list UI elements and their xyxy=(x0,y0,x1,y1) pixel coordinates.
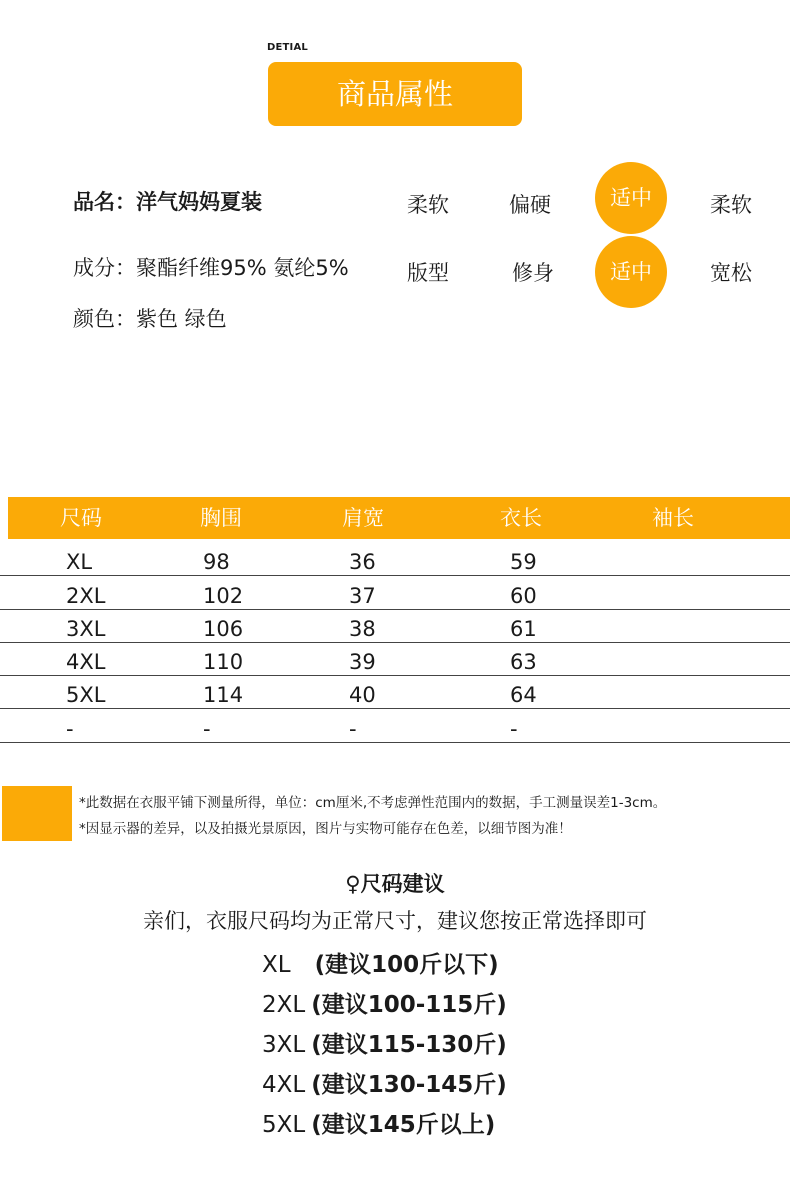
size-advice-size: 2XL xyxy=(262,992,306,1018)
size-advice-weight: (建议115-130斤) xyxy=(311,1032,507,1058)
attr-product-name xyxy=(73,186,262,216)
attr-composition-label: 成分： xyxy=(73,256,136,280)
cell-shoulder: 37 xyxy=(349,584,376,608)
attr-color-label: 颜色： xyxy=(73,307,136,331)
table-row xyxy=(0,542,790,576)
cell-size: XL xyxy=(66,550,93,574)
fit-label: 版型 xyxy=(407,261,449,285)
cell-chest: 110 xyxy=(203,650,244,674)
size-advice-size: 5XL xyxy=(262,1112,306,1138)
softness-option-hard: 偏硬 xyxy=(509,193,551,217)
cell-shoulder: 39 xyxy=(349,650,376,674)
size-advice-size: 4XL xyxy=(262,1072,306,1098)
cell-size: 5XL xyxy=(66,683,106,707)
softness-label: 柔软 xyxy=(407,193,449,217)
note-measurement: *此数据在衣服平铺下测量所得，单位：cm厘米,不考虑弹性范围内的数据，手工测量误差1-3cm。 xyxy=(79,795,667,811)
cell-length: 63 xyxy=(510,650,537,674)
size-advice-weight: (建议145斤以上) xyxy=(311,1112,496,1138)
cell-chest: 114 xyxy=(203,683,244,707)
table-row xyxy=(0,609,790,643)
cell-length: 59 xyxy=(510,550,537,574)
attr-color-value: 紫色 绿色 xyxy=(136,307,227,331)
softness-option-medium-selected: 适中 xyxy=(595,162,667,234)
col-length: 衣长 xyxy=(500,506,542,530)
col-sleeve: 袖长 xyxy=(652,506,694,530)
detail-label: DETIAL xyxy=(267,42,308,53)
cell-size: 2XL xyxy=(66,584,106,608)
cell-chest: 102 xyxy=(203,584,244,608)
cell-shoulder: 38 xyxy=(349,617,376,641)
size-advice-item xyxy=(262,1106,495,1139)
size-advice-subtitle: 亲们，衣服尺码均为正常尺寸，建议您按正常选择即可 xyxy=(143,909,647,933)
cell-chest: - xyxy=(203,717,211,741)
softness-option-soft: 柔软 xyxy=(710,193,752,217)
size-advice-weight: (建议100斤以下) xyxy=(314,952,499,978)
cell-size: - xyxy=(66,717,74,741)
cell-size: 4XL xyxy=(66,650,106,674)
table-row xyxy=(0,576,790,610)
cell-shoulder: - xyxy=(349,717,357,741)
size-advice-weight: (建议100-115斤) xyxy=(311,992,507,1018)
attr-name-label: 品名： xyxy=(73,190,136,214)
attr-composition xyxy=(73,252,349,282)
size-advice-size: 3XL xyxy=(262,1032,306,1058)
attr-name-value: 洋气妈妈夏装 xyxy=(136,190,262,214)
section-title-product-attributes: 商品属性 xyxy=(268,62,522,126)
size-advice-size: XL xyxy=(262,952,291,978)
size-advice-item xyxy=(262,1066,507,1099)
note-color-difference: *因显示器的差异，以及拍摄光景原因，图片与实物可能存在色差，以细节图为准！ xyxy=(79,821,572,837)
cell-length: 60 xyxy=(510,584,537,608)
cell-length: 61 xyxy=(510,617,537,641)
size-advice-item xyxy=(262,946,499,979)
cell-length: 64 xyxy=(510,683,537,707)
size-advice-weight: (建议130-145斤) xyxy=(311,1072,507,1098)
cell-shoulder: 40 xyxy=(349,683,376,707)
cell-chest: 106 xyxy=(203,617,244,641)
cell-chest: 98 xyxy=(203,550,230,574)
table-row xyxy=(0,709,790,743)
attr-composition-value: 聚酯纤维95% 氨纶5% xyxy=(136,256,349,280)
col-chest: 胸围 xyxy=(200,506,242,530)
size-advice-item xyxy=(262,1026,507,1059)
table-row xyxy=(0,642,790,676)
size-table-header xyxy=(8,497,790,539)
fit-option-loose: 宽松 xyxy=(710,261,752,285)
fit-option-medium-selected: 适中 xyxy=(595,236,667,308)
note-accent-block xyxy=(2,786,72,841)
size-advice-title: ♀尺码建议 xyxy=(345,872,445,896)
size-advice-item xyxy=(262,986,507,1019)
cell-size: 3XL xyxy=(66,617,106,641)
cell-shoulder: 36 xyxy=(349,550,376,574)
attr-color xyxy=(73,303,227,333)
table-row xyxy=(0,675,790,709)
cell-length: - xyxy=(510,717,518,741)
col-shoulder: 肩宽 xyxy=(342,506,384,530)
col-size: 尺码 xyxy=(60,506,102,530)
fit-option-slim: 修身 xyxy=(512,261,554,285)
